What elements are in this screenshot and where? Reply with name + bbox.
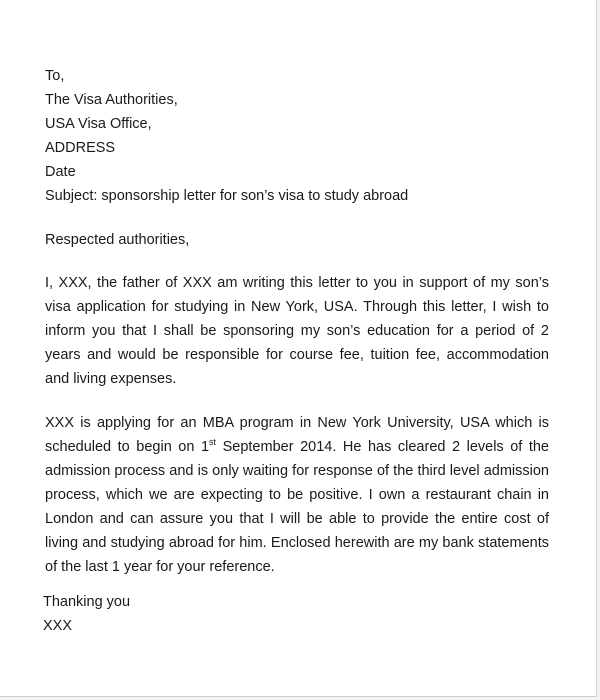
address-to: To, bbox=[45, 68, 65, 84]
address-date: Date bbox=[45, 164, 76, 180]
paragraph-2-text bbox=[45, 411, 549, 579]
letter-closing: Thanking you bbox=[43, 594, 131, 610]
address-office: USA Visa Office, bbox=[45, 116, 152, 132]
body-paragraph-2 bbox=[45, 411, 549, 579]
letter-signature: XXX bbox=[43, 618, 73, 634]
address-line: ADDRESS bbox=[45, 140, 116, 156]
paragraph-2-part-1: XXX is applying for an MBA program in New York University, USA which is scheduled to begin on 1 bbox=[45, 415, 549, 455]
paragraph-1-text: I, XXX, the father of XXX am writing this letter to you in support of my son’s visa application for studying in New York, USA. Through this letter, I wish to inform you that I shall be sponsoring my son’s education for a period of 2 years and would be responsible for course fee, tuition fee, accommodation and living expenses. bbox=[45, 275, 549, 387]
paragraph-2-part-2: September 2014. He has cleared 2 levels of the admission process and is only waiting for response of the third level admission process, which we are expecting to be positive. I own a restaurant chain in London and can assure you that I will be able to provide the entire cost of living and studying abroad for him. Enclosed herewith are my bank statements of the last 1 year for your reference. bbox=[45, 439, 549, 575]
address-recipient: The Visa Authorities, bbox=[45, 92, 178, 108]
letter-subject: Subject: sponsorship letter for son’s visa to study abroad bbox=[45, 188, 409, 204]
letter-salutation: Respected authorities, bbox=[45, 232, 190, 248]
date-ordinal-suffix: st bbox=[209, 437, 217, 447]
body-paragraph-1 bbox=[45, 271, 549, 391]
